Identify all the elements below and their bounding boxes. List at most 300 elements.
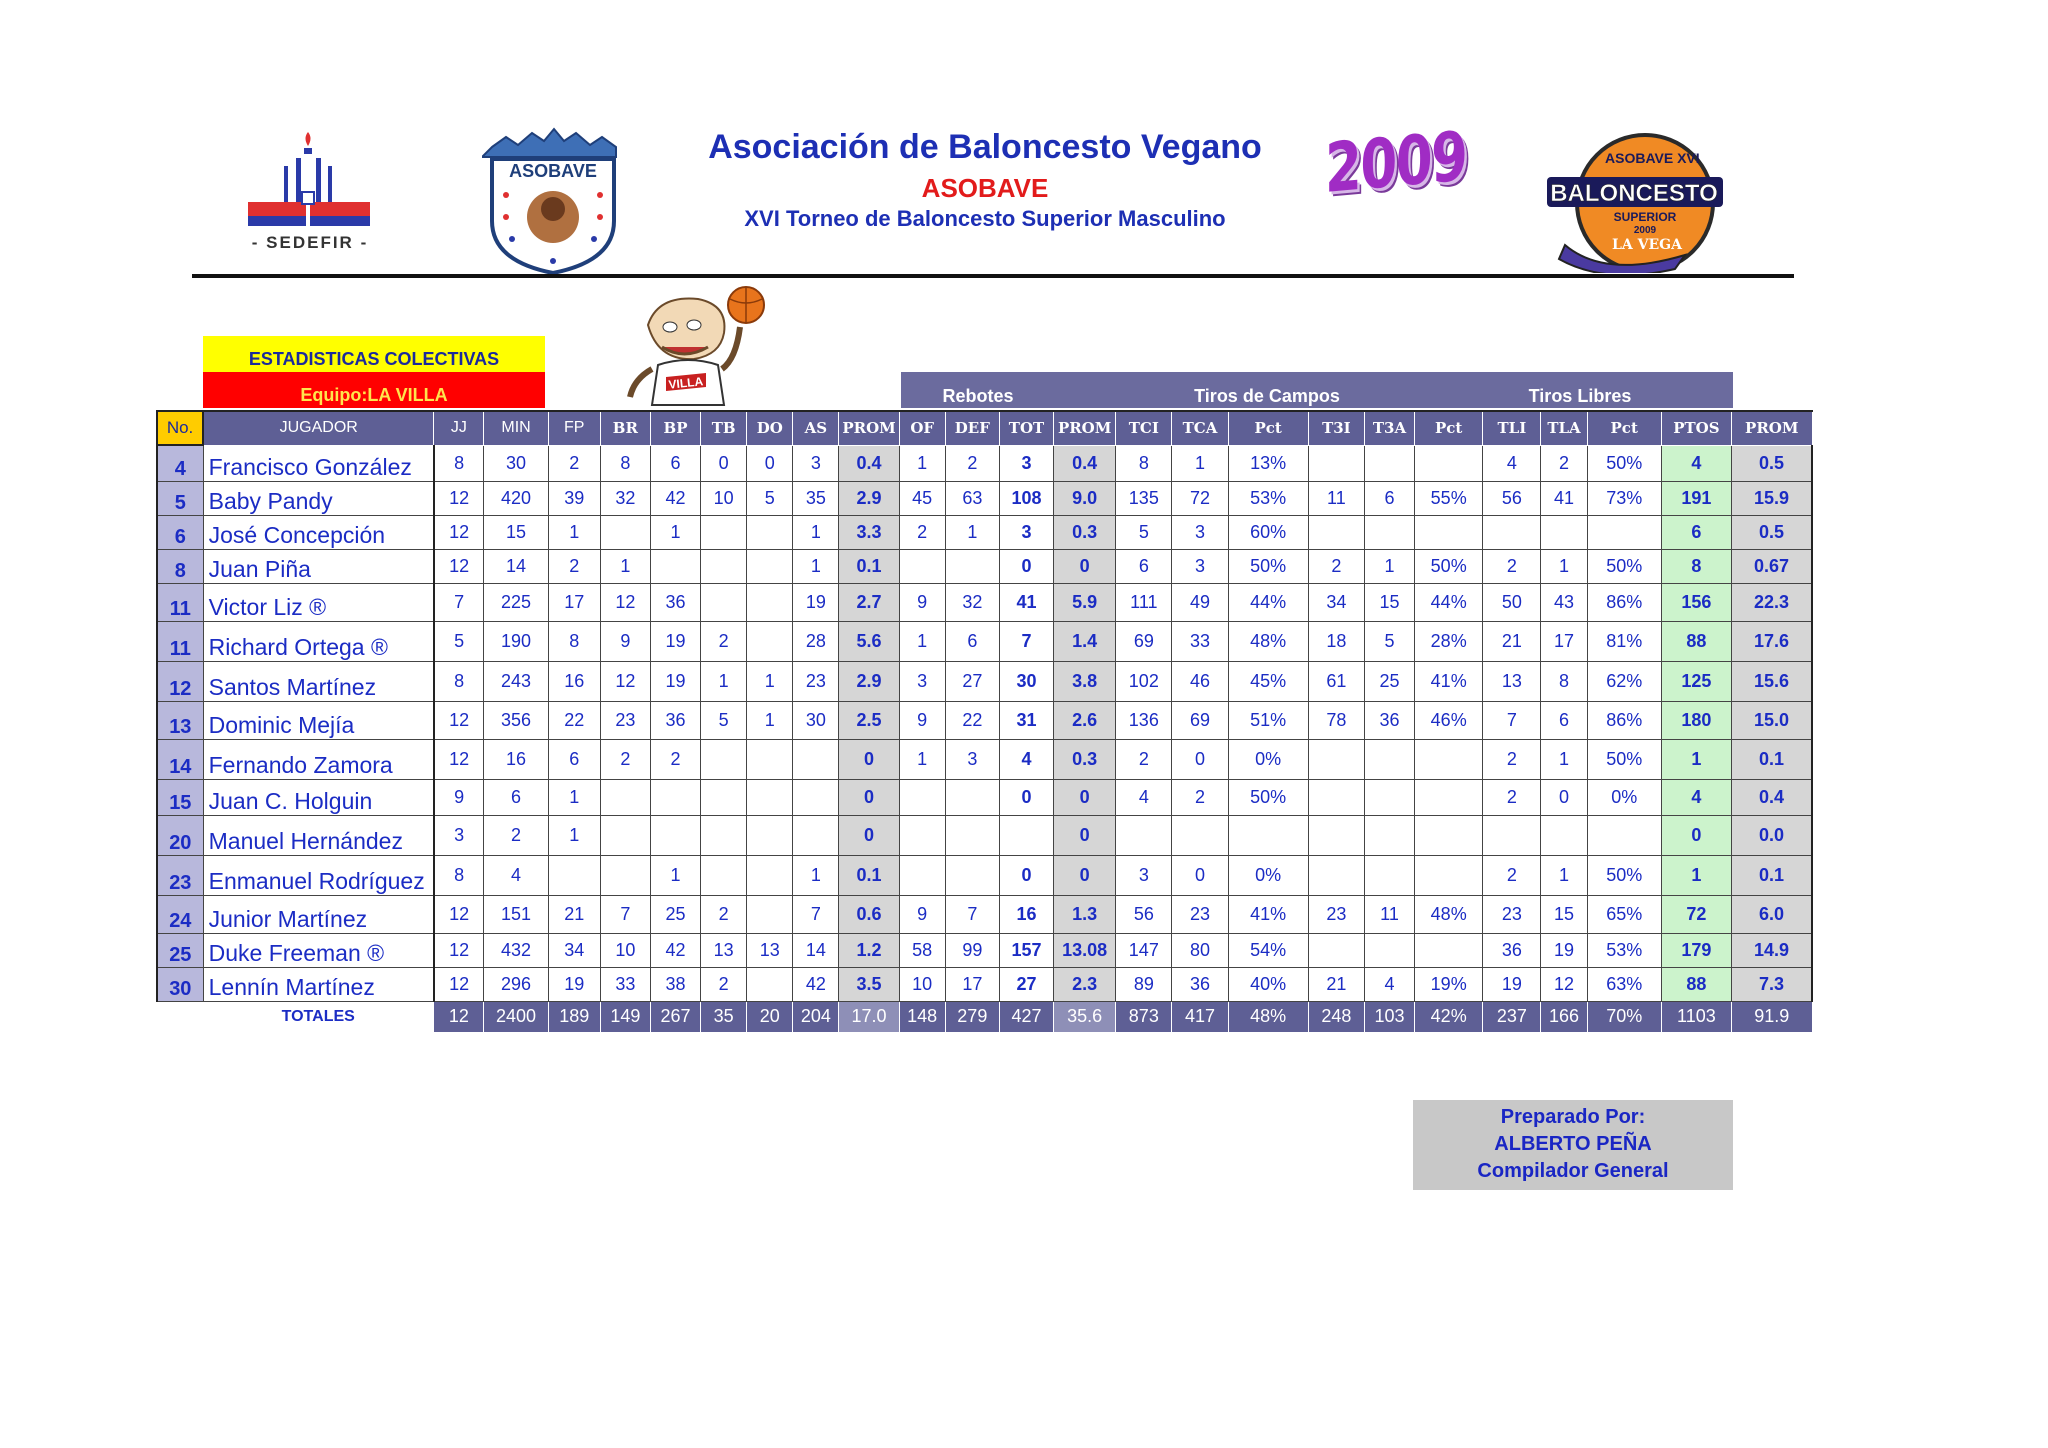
stat-cell: 147 [1116, 933, 1172, 967]
player-number: 8 [157, 549, 203, 583]
column-header: DO [747, 411, 793, 445]
stat-cell [1541, 515, 1587, 549]
stat-cell: 36 [650, 583, 700, 621]
stat-cell: 54% [1228, 933, 1308, 967]
stat-cell: 17.6 [1732, 621, 1812, 661]
stat-cell: 88 [1661, 621, 1731, 661]
total-cell: 17.0 [839, 1001, 899, 1032]
stat-cell: 39 [548, 481, 600, 515]
column-header: PROM [1732, 411, 1812, 445]
column-header: JJ [434, 411, 484, 445]
stat-cell: 1 [945, 515, 999, 549]
total-cell: 20 [747, 1001, 793, 1032]
stat-cell: 33 [600, 967, 650, 1001]
stat-cell: 35 [793, 481, 839, 515]
stat-cell: 62% [1587, 661, 1661, 701]
stat-cell: 6.0 [1732, 895, 1812, 933]
stat-cell: 61 [1308, 661, 1364, 701]
table-row [157, 967, 1812, 1001]
stat-cell: 7 [1483, 701, 1541, 739]
stat-cell: 13 [747, 933, 793, 967]
stat-cell: 6 [484, 779, 548, 815]
stat-cell [945, 549, 999, 583]
stat-cell: 49 [1172, 583, 1228, 621]
totals-row [157, 1001, 1812, 1032]
stat-cell [701, 815, 747, 855]
stat-cell: 78 [1308, 701, 1364, 739]
stat-cell [899, 549, 945, 583]
stat-cell: 15 [484, 515, 548, 549]
stat-cell: 19 [793, 583, 839, 621]
stat-cell: 12 [434, 549, 484, 583]
column-header: FP [548, 411, 600, 445]
total-cell: 35 [701, 1001, 747, 1032]
stat-cell [747, 855, 793, 895]
stat-cell: 17 [945, 967, 999, 1001]
stat-cell: 0.1 [1732, 739, 1812, 779]
player-number: 24 [157, 895, 203, 933]
stat-cell [701, 855, 747, 895]
stat-cell: 2 [548, 445, 600, 481]
stat-cell: 50% [1587, 445, 1661, 481]
totals-label: TOTALES [203, 1001, 434, 1032]
table-row [157, 515, 1812, 549]
stat-cell: 7.3 [1732, 967, 1812, 1001]
stat-cell: 0% [1228, 855, 1308, 895]
stat-cell: 1 [1541, 855, 1587, 895]
stat-cell: 42 [650, 481, 700, 515]
stat-cell: 50% [1587, 855, 1661, 895]
player-number: 23 [157, 855, 203, 895]
stat-cell: 5 [434, 621, 484, 661]
total-cell: 12 [434, 1001, 484, 1032]
stat-cell: 2.9 [839, 661, 899, 701]
stat-cell: 111 [1116, 583, 1172, 621]
stat-cell [1415, 779, 1483, 815]
stat-cell [701, 583, 747, 621]
stat-cell: 1 [548, 515, 600, 549]
column-header: Pct [1228, 411, 1308, 445]
stat-cell [1228, 815, 1308, 855]
stat-cell: 65% [1587, 895, 1661, 933]
stat-cell: 0 [999, 549, 1053, 583]
stat-cell: 0 [839, 739, 899, 779]
stat-cell: 51% [1228, 701, 1308, 739]
player-name: Santos Martínez [203, 661, 434, 701]
stat-cell [1308, 739, 1364, 779]
stat-cell: 0 [1541, 779, 1587, 815]
stat-cell [548, 855, 600, 895]
player-name: Manuel Hernández [203, 815, 434, 855]
stat-cell: 1 [600, 549, 650, 583]
sedefir-label: - SEDEFIR - [251, 233, 369, 252]
player-number: 12 [157, 661, 203, 701]
column-header: No. [157, 411, 203, 445]
stat-cell: 1 [1661, 855, 1731, 895]
stat-cell: 0.3 [1054, 515, 1116, 549]
stat-cell: 3 [793, 445, 839, 481]
asobave-logo-text: ASOBAVE [509, 161, 597, 181]
totals-spacer [157, 1001, 203, 1032]
stat-cell: 296 [484, 967, 548, 1001]
stat-cell [1415, 933, 1483, 967]
stat-cell: 2.3 [1054, 967, 1116, 1001]
stat-cell: 5.6 [839, 621, 899, 661]
total-cell: 1103 [1661, 1001, 1731, 1032]
stat-cell: 1 [899, 621, 945, 661]
table-row [157, 739, 1812, 779]
stat-cell: 41% [1415, 661, 1483, 701]
stat-cell: 12 [434, 701, 484, 739]
stat-cell [1364, 779, 1414, 815]
stat-cell: 72 [1661, 895, 1731, 933]
stat-cell: 1 [1172, 445, 1228, 481]
stat-cell: 0 [1172, 739, 1228, 779]
column-header: TOT [999, 411, 1053, 445]
stat-cell: 43 [1541, 583, 1587, 621]
stat-cell: 12 [600, 661, 650, 701]
stat-cell: 1 [650, 855, 700, 895]
stat-cell: 1.3 [1054, 895, 1116, 933]
stat-cell [1415, 739, 1483, 779]
stat-cell [1308, 779, 1364, 815]
group-label-tiros-campos: Tiros de Campos [1194, 386, 1340, 406]
player-number: 25 [157, 933, 203, 967]
stat-cell: 0.1 [839, 855, 899, 895]
stat-cell: 420 [484, 481, 548, 515]
stat-cell: 6 [1541, 701, 1587, 739]
stat-cell [899, 855, 945, 895]
stat-cell: 17 [1541, 621, 1587, 661]
column-header: PROM [1054, 411, 1116, 445]
stat-cell [1587, 515, 1661, 549]
stat-cell: 432 [484, 933, 548, 967]
stat-cell: 0 [747, 445, 793, 481]
stat-cell: 179 [1661, 933, 1731, 967]
stat-cell: 0 [701, 445, 747, 481]
stat-cell: 73% [1587, 481, 1661, 515]
stat-cell: 69 [1116, 621, 1172, 661]
stat-cell: 38 [650, 967, 700, 1001]
player-name: Junior Martínez [203, 895, 434, 933]
stat-cell [701, 779, 747, 815]
stat-cell: 6 [945, 621, 999, 661]
stat-cell: 4 [484, 855, 548, 895]
stat-cell: 2 [650, 739, 700, 779]
column-header: Pct [1587, 411, 1661, 445]
baloncesto-logo-year: 2009 [1633, 225, 1657, 236]
stat-cell [701, 515, 747, 549]
stat-cell: 16 [484, 739, 548, 779]
stat-cell: 12 [434, 515, 484, 549]
stat-cell [650, 779, 700, 815]
stat-cell: 14 [793, 933, 839, 967]
stat-cell [747, 779, 793, 815]
stat-cell: 53% [1587, 933, 1661, 967]
stat-cell [1364, 855, 1414, 895]
player-number: 13 [157, 701, 203, 739]
stat-cell: 3 [945, 739, 999, 779]
stat-cell: 19 [650, 661, 700, 701]
stat-cell: 156 [1661, 583, 1731, 621]
table-row [157, 549, 1812, 583]
stat-cell [600, 515, 650, 549]
stat-cell [945, 815, 999, 855]
stat-cell: 13 [701, 933, 747, 967]
stat-cell: 0.5 [1732, 445, 1812, 481]
stat-cell: 0.5 [1732, 515, 1812, 549]
stat-cell: 19 [1541, 933, 1587, 967]
player-name: José Concepción [203, 515, 434, 549]
column-header: PTOS [1661, 411, 1731, 445]
stat-cell [747, 549, 793, 583]
stat-cell: 3 [999, 445, 1053, 481]
stat-cell: 2 [484, 815, 548, 855]
stat-cell: 50% [1228, 549, 1308, 583]
stat-cell: 0 [1054, 549, 1116, 583]
stat-cell: 30 [793, 701, 839, 739]
stat-cell [1415, 855, 1483, 895]
stat-cell: 50 [1483, 583, 1541, 621]
stat-cell: 9 [434, 779, 484, 815]
table-row [157, 855, 1812, 895]
stat-cell: 11 [1308, 481, 1364, 515]
stat-cell: 0 [1172, 855, 1228, 895]
player-number: 4 [157, 445, 203, 481]
table-row [157, 815, 1812, 855]
stat-cell [1483, 515, 1541, 549]
stat-cell: 1 [793, 515, 839, 549]
stat-cell: 2 [899, 515, 945, 549]
total-cell: 204 [793, 1001, 839, 1032]
stat-cell: 32 [600, 481, 650, 515]
stat-cell: 8 [1116, 445, 1172, 481]
stat-cell: 44% [1228, 583, 1308, 621]
stat-cell: 72 [1172, 481, 1228, 515]
total-cell: 248 [1308, 1001, 1364, 1032]
stat-cell: 42 [650, 933, 700, 967]
stat-cell: 9 [899, 895, 945, 933]
stat-cell: 46% [1415, 701, 1483, 739]
stat-cell: 102 [1116, 661, 1172, 701]
stat-cell: 2 [1116, 739, 1172, 779]
stat-cell [1415, 515, 1483, 549]
stat-cell: 2 [1483, 739, 1541, 779]
stat-cell: 3 [1172, 549, 1228, 583]
total-cell: 166 [1541, 1001, 1587, 1032]
stat-cell: 19 [548, 967, 600, 1001]
stat-cell [701, 549, 747, 583]
stat-cell: 180 [1661, 701, 1731, 739]
stat-cell: 50% [1415, 549, 1483, 583]
column-header: OF [899, 411, 945, 445]
player-name: Baby Pandy [203, 481, 434, 515]
stat-cell: 56 [1483, 481, 1541, 515]
column-header: TCA [1172, 411, 1228, 445]
stat-cell: 1 [701, 661, 747, 701]
stat-cell: 33 [1172, 621, 1228, 661]
stat-cell: 28 [793, 621, 839, 661]
stat-cell: 63% [1587, 967, 1661, 1001]
stat-cell: 16 [999, 895, 1053, 933]
column-header: Pct [1415, 411, 1483, 445]
stat-cell: 31 [999, 701, 1053, 739]
stat-cell: 36 [650, 701, 700, 739]
total-cell: 427 [999, 1001, 1053, 1032]
player-name: Richard Ortega ® [203, 621, 434, 661]
stat-cell: 48% [1228, 621, 1308, 661]
mascot-jersey-text: VILLA [667, 374, 704, 392]
stat-cell: 2 [701, 895, 747, 933]
column-header: JUGADOR [203, 411, 434, 445]
stat-cell [945, 855, 999, 895]
stat-cell: 23 [1308, 895, 1364, 933]
baloncesto-logo-superior: SUPERIOR [1613, 210, 1677, 224]
stat-cell [747, 815, 793, 855]
stat-cell: 86% [1587, 701, 1661, 739]
stat-cell [1541, 815, 1587, 855]
stat-cell: 13.08 [1054, 933, 1116, 967]
stat-cell: 8 [600, 445, 650, 481]
player-name: Fernando Zamora [203, 739, 434, 779]
stat-cell [1415, 445, 1483, 481]
stat-cell: 86% [1587, 583, 1661, 621]
stat-cell: 3 [434, 815, 484, 855]
stat-cell: 50% [1228, 779, 1308, 815]
stat-cell: 36 [1483, 933, 1541, 967]
stat-cell [999, 815, 1053, 855]
stat-cell: 0.4 [839, 445, 899, 481]
stat-cell: 1 [747, 661, 793, 701]
stat-cell: 356 [484, 701, 548, 739]
stat-cell: 7 [945, 895, 999, 933]
stat-cell [1308, 933, 1364, 967]
stat-cell: 5 [1116, 515, 1172, 549]
stat-cell: 1 [650, 515, 700, 549]
page-title: Asociación de Baloncesto Vegano [708, 128, 1262, 166]
stat-cell [793, 779, 839, 815]
stat-cell: 1 [1661, 739, 1731, 779]
stat-cell: 15.9 [1732, 481, 1812, 515]
stat-cell [1364, 445, 1414, 481]
stat-cell: 81% [1587, 621, 1661, 661]
total-cell: 237 [1483, 1001, 1541, 1032]
stat-cell [1364, 815, 1414, 855]
stat-cell: 12 [434, 967, 484, 1001]
stat-cell: 2.9 [839, 481, 899, 515]
stat-cell: 2 [548, 549, 600, 583]
stat-cell: 108 [999, 481, 1053, 515]
total-cell: 873 [1116, 1001, 1172, 1032]
stat-cell: 4 [1661, 779, 1731, 815]
stat-cell: 0 [839, 815, 899, 855]
stat-cell: 6 [1661, 515, 1731, 549]
stat-cell: 0 [1054, 779, 1116, 815]
stat-cell: 21 [1308, 967, 1364, 1001]
stat-cell [945, 779, 999, 815]
stat-cell: 36 [1364, 701, 1414, 739]
total-cell: 267 [650, 1001, 700, 1032]
stat-cell: 22.3 [1732, 583, 1812, 621]
stat-cell: 27 [945, 661, 999, 701]
stat-cell: 32 [945, 583, 999, 621]
stat-cell: 0.3 [1054, 739, 1116, 779]
stat-cell: 19 [1483, 967, 1541, 1001]
stat-cell: 28% [1415, 621, 1483, 661]
stat-cell: 60% [1228, 515, 1308, 549]
stat-cell: 0 [1054, 855, 1116, 895]
stat-cell: 58 [899, 933, 945, 967]
stat-cell: 15.6 [1732, 661, 1812, 701]
stat-cell: 3.3 [839, 515, 899, 549]
stat-cell: 3 [899, 661, 945, 701]
prepared-by-label: Preparado Por: [1500, 1106, 1646, 1128]
stat-cell [747, 895, 793, 933]
stat-cell: 34 [1308, 583, 1364, 621]
stat-cell: 6 [650, 445, 700, 481]
column-header: BP [650, 411, 700, 445]
stat-cell: 12 [600, 583, 650, 621]
stat-cell: 56 [1116, 895, 1172, 933]
stat-cell: 157 [999, 933, 1053, 967]
stat-cell: 2.6 [1054, 701, 1116, 739]
stat-cell: 4 [1661, 445, 1731, 481]
stat-cell: 5 [1364, 621, 1414, 661]
stat-cell: 1 [899, 445, 945, 481]
stat-cell [600, 815, 650, 855]
stat-cell [747, 967, 793, 1001]
stat-cell: 63 [945, 481, 999, 515]
stat-cell [1364, 739, 1414, 779]
baloncesto-logo-title: BALONCESTO [1550, 180, 1718, 207]
stat-cell: 13% [1228, 445, 1308, 481]
player-number: 20 [157, 815, 203, 855]
column-header: TLI [1483, 411, 1541, 445]
column-header: T3A [1364, 411, 1414, 445]
total-cell: 148 [899, 1001, 945, 1032]
stat-cell: 45% [1228, 661, 1308, 701]
stat-cell: 9 [600, 621, 650, 661]
total-cell: 103 [1364, 1001, 1414, 1032]
stat-cell: 34 [548, 933, 600, 967]
stat-cell: 9 [899, 583, 945, 621]
stat-cell [1308, 515, 1364, 549]
stat-cell: 8 [434, 661, 484, 701]
column-header: PROM [839, 411, 899, 445]
table-row [157, 445, 1812, 481]
association-acronym: ASOBAVE [921, 173, 1049, 203]
player-number: 11 [157, 621, 203, 661]
stat-cell: 12 [434, 895, 484, 933]
stat-cell: 5.9 [1054, 583, 1116, 621]
compiler-role: Compilador General [1477, 1160, 1669, 1182]
stat-cell: 18 [1308, 621, 1364, 661]
stat-cell: 11 [1364, 895, 1414, 933]
stat-cell: 1 [548, 815, 600, 855]
player-name: Dominic Mejía [203, 701, 434, 739]
player-name: Juan C. Holguin [203, 779, 434, 815]
stat-cell: 1 [793, 549, 839, 583]
stat-cell: 30 [999, 661, 1053, 701]
stat-cell: 3 [999, 515, 1053, 549]
stat-cell: 8 [434, 855, 484, 895]
stat-cell: 1 [548, 779, 600, 815]
stat-cell: 0.4 [1054, 445, 1116, 481]
stat-cell [1587, 815, 1661, 855]
stat-cell [747, 583, 793, 621]
stat-cell: 8 [1661, 549, 1731, 583]
total-cell: 149 [600, 1001, 650, 1032]
